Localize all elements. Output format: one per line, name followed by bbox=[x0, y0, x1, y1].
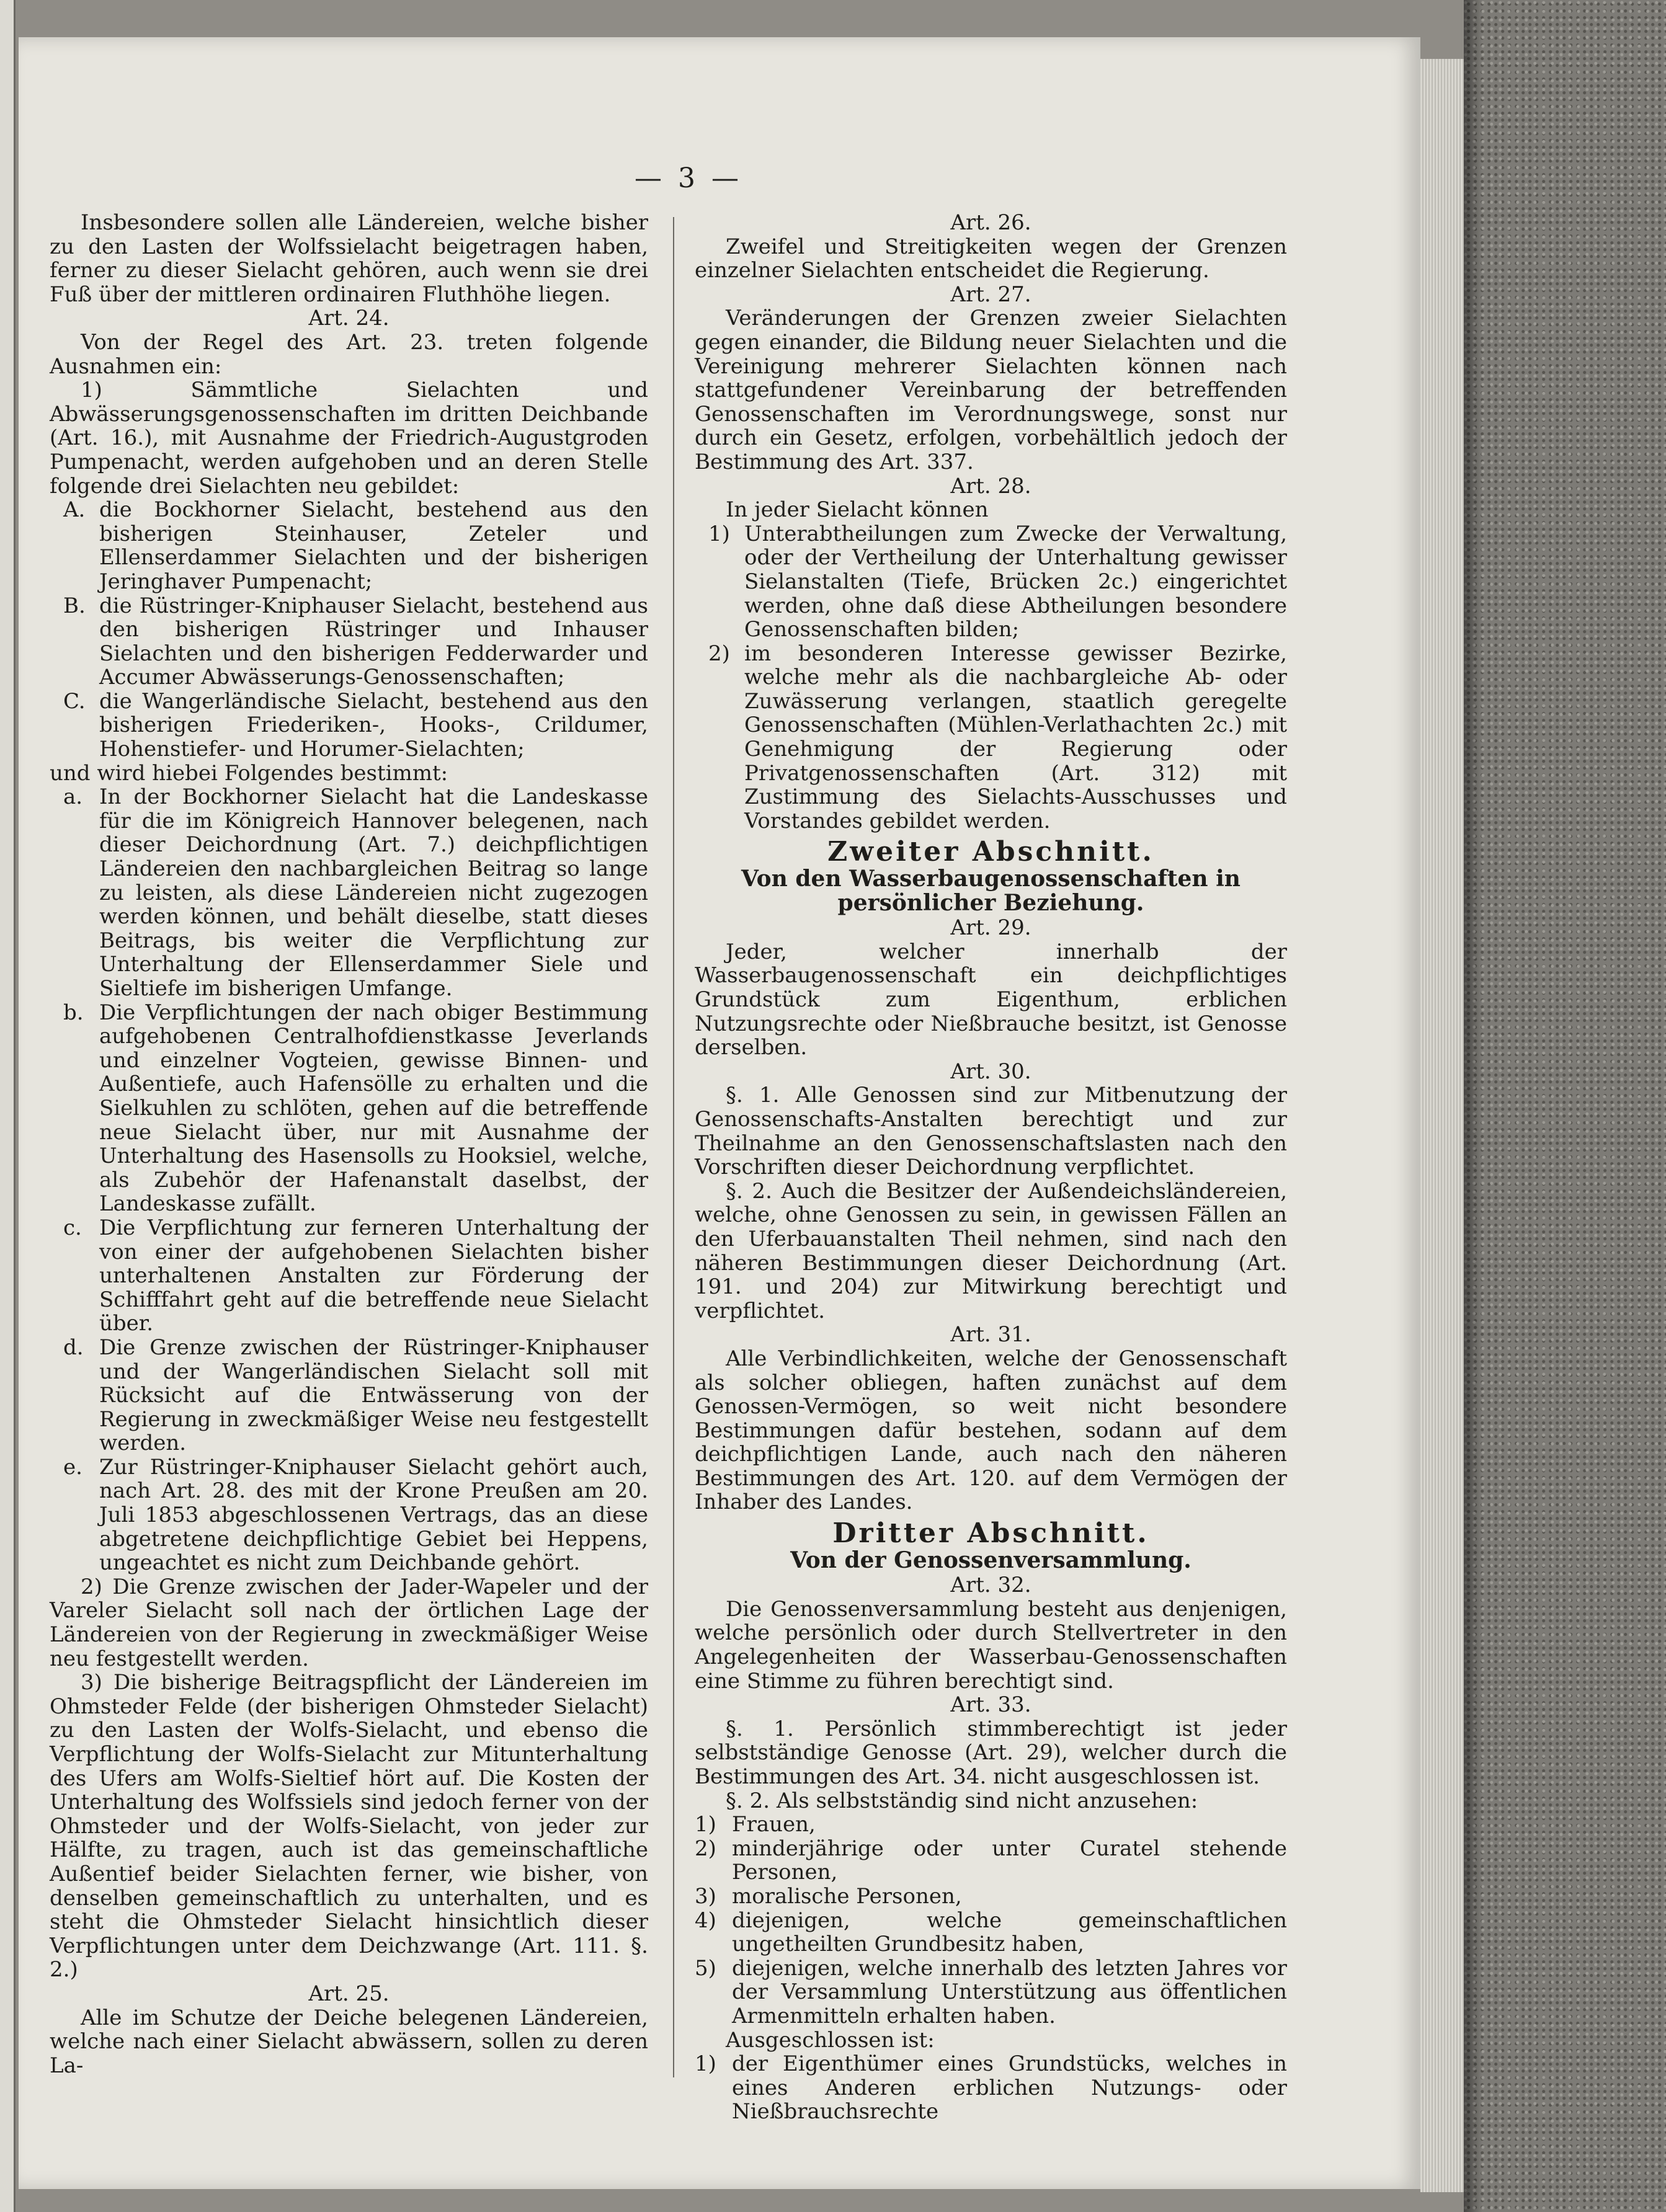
sublist-item bbox=[50, 1336, 648, 1455]
sublist-item bbox=[50, 1216, 648, 1336]
article-30-paragraph-2: §. 2. Auch die Besitzer der Außendeichsländereien, welche, ohne Genossen zu sein, in gewissen Fällen an den Uferbauanstalten Theil nehmen, sind nach den näheren Bestimmungen dieser Deichordnung (Art. 191. und 204) zur Mitwirkung berechtigt und verpflichtet. bbox=[695, 1178, 1287, 1323]
list-text: der Eigenthümer eines Grundstücks, welches in eines Anderen erblichen Nutzungs- oder Nießbrauchsrechte bbox=[732, 2051, 1287, 2125]
intro-paragraph: Insbesondere sollen alle Ländereien, welche bisher zu den Lasten der Wolfssielacht beigetragen haben, ferner zu dieser Sielacht gehören, auch wenn sie drei Fuß über der mittleren ordinairen Fluthhöhe liegen. bbox=[50, 210, 648, 307]
list-text: diejenigen, welche gemeinschaftlichen ungetheilten Grundbesitz haben, bbox=[732, 1908, 1287, 1957]
article-24-paragraph-2: 2) Die Grenze zwischen der Jader-Wapeler und der Vareler Sielacht soll nach der örtlichen Lage der Ländereien von der Regierung in zweckmäßiger Weise neu festgestellt werden. bbox=[50, 1574, 648, 1671]
list-text: im besonderen Interesse gewisser Bezirke, welche mehr als die nachbargleiche Ab- oder Zuwässerung verlangen, staatlich geregelte Genossenschaften (Mühlen-Verlathachten 2c.) mit Genehmigung der Regierung oder Privatgenossenschaften (Art. 312) mit Zustimmung des Sielachts-Ausschusses und Vorstandes gebildet werden. bbox=[744, 641, 1287, 833]
list-item bbox=[695, 1909, 1287, 1957]
list-text: Die Verpflichtung zur ferneren Unterhaltung der von einer der aufgehobenen Sielachten bisher unterhaltenen Anstalten zur Förderung der Schifffahrt geht auf die betreffende neue Sielacht über. bbox=[99, 1215, 648, 1336]
section-2-title: Zweiter Abschnitt. bbox=[827, 836, 1154, 868]
list-text: diejenigen, welche innerhalb des letzten Jahres vor der Versammlung Unterstützung aus öffentlichen Armenmitteln erhalten haben. bbox=[732, 1955, 1287, 2028]
article-24-paragraph-1: 1) Sämmtliche Sielachten und Abwässerungsgenossenschaften im dritten Deichbande (Art. 16.), mit Ausnahme der Friedrich-Augustgroden Pumpenacht, werden aufgehoben und an deren Stelle folgende drei Sielachten neu gebildet: bbox=[50, 378, 648, 499]
article-29-text: Jeder, welcher innerhalb der Wasserbaugenossenschaft ein deichpflichtiges Grundstück zum Eigenthum, erblichen Nutzungsrechte oder Nießbrauche besitzt, ist Genosse derselben. bbox=[695, 939, 1287, 1060]
article-24-bridge: und wird hiebei Folgendes bestimmt: bbox=[50, 760, 448, 786]
sublist-item bbox=[50, 785, 648, 1000]
article-33-paragraph-1: §. 1. Persönlich stimmberechtigt ist jeder selbstständige Genosse (Art. 29), welcher durch die Bestimmungen des Art. 34. nicht ausgeschlossen ist. bbox=[695, 1716, 1287, 1789]
list-marker: 2) bbox=[695, 1836, 716, 1861]
article-27-text: Veränderungen der Grenzen zweier Sielachten gegen einander, die Bildung neuer Sielachten und die Vereinigung mehrerer Sielachten können nach stattgefundener Vereinbarung der betreffenden Genossenschaften im Verordnungswege, sonst nur durch ein Gesetz, erfolgen, vorbehältlich jedoch der Bestimmung des Art. 337. bbox=[695, 306, 1287, 474]
list-item bbox=[695, 1885, 1287, 1909]
list-marker: B. bbox=[63, 593, 86, 618]
list-marker: 5) bbox=[695, 1955, 716, 1981]
article-32-text: Die Genossenversammlung besteht aus denjenigen, welche persönlich oder durch Stellvertreter in den Angelegenheiten der Wasserbau-Genossenschaften eine Stimme zu führen berechtigt sind. bbox=[695, 1596, 1287, 1694]
list-text: minderjährige oder unter Curatel stehende Personen, bbox=[732, 1836, 1287, 1885]
list-text: In der Bockhorner Sielacht hat die Landeskasse für die im Königreich Hannover belegenen, nach dieser Deichordnung (Art. 7.) deichpflichtigen Ländereien den nachbargleichen Beitrag so lange zu leisten, als diese Ländereien nicht zugezogen werden können, und behält dieselbe, statt dieses Beitrags, bis weiter die Verpflichtung zur Unterhaltung der Ellenserdammer Siele und Sieltiefe im bisherigen Umfange. bbox=[99, 784, 648, 1001]
article-24-sublist bbox=[50, 785, 648, 1575]
list-marker: c. bbox=[63, 1215, 82, 1240]
list-item bbox=[695, 2052, 1287, 2124]
list-marker: b. bbox=[63, 1000, 84, 1025]
article-26-heading: Art. 26. bbox=[950, 210, 1031, 235]
article-28-list bbox=[695, 522, 1287, 833]
list-item bbox=[695, 642, 1287, 833]
article-31-heading: Art. 31. bbox=[950, 1322, 1031, 1348]
article-27-heading: Art. 27. bbox=[950, 282, 1031, 307]
section-2-subtitle: Von den Wasserbaugenossenschaften in persönlicher Beziehung. bbox=[741, 866, 1241, 916]
article-33-list bbox=[695, 1813, 1287, 2028]
list-item bbox=[50, 690, 648, 762]
list-marker: 1) bbox=[695, 1812, 716, 1837]
article-33-paragraph-2: §. 2. Als selbstständig sind nicht anzusehen: bbox=[726, 1788, 1198, 1813]
section-3-subtitle: Von der Genossenversammlung. bbox=[790, 1547, 1192, 1573]
list-text: Unterabtheilungen zum Zwecke der Verwaltung, oder der Vertheilung der Unterhaltung gewisser Sielanstalten (Tiefe, Brücken 2c.) eingerichtet werden, ohne daß diese Abtheilungen besondere Genossenschaften bilden; bbox=[744, 521, 1287, 642]
list-item bbox=[50, 594, 648, 690]
list-text: Frauen, bbox=[732, 1812, 816, 1837]
list-item bbox=[695, 522, 1287, 642]
facing-page-edge bbox=[0, 0, 16, 2212]
cover-shadow bbox=[1464, 0, 1482, 2212]
article-30-paragraph-1: §. 1. Alle Genossen sind zur Mitbenutzung der Genossenschafts-Anstalten berechtigt und zur Theilnahme an den Genossenschaftslasten nach den Vorschriften dieser Deichordnung verpflichtet. bbox=[695, 1083, 1287, 1180]
list-text: die Bockhorner Sielacht, bestehend aus den bisherigen Steinhauser, Zeteler und Ellenserdammer Sielachten und der bisherigen Jeringhaver Pumpenacht; bbox=[99, 497, 648, 594]
column-divider bbox=[673, 217, 674, 2077]
list-marker: 1) bbox=[708, 521, 730, 546]
sublist-item bbox=[50, 1001, 648, 1216]
list-marker: C. bbox=[63, 688, 86, 714]
article-24-paragraph-3: 3) Die bisherige Beitragspflicht der Ländereien im Ohmsteder Felde (der bisherigen Ohmsteder Sielacht) zu den Lasten der Wolfs-Sielacht, und ebenso die Verpflichtung der Wolfs-Sielacht zur Mitunterhaltung des Ufers am Wolfs-Sieltief hört auf. Die Kosten der Unterhaltung des Wolfssiels sind jedoch ferner von der Ohmsteder und der Wolfs-Sielacht, von jeder zur Hälfte, zu tragen, auch ist das gemeinschaftliche Außentief beider Sielachten ferner, wie bisher, von denselben gemeinschaftlich zu unterhalten, und es steht die Ohmsteder Sielacht hinsichtlich dieser Verpflichtungen unter dem Deichzwange (Art. 111. §. 2.) bbox=[50, 1670, 648, 1983]
article-25-heading: Art. 25. bbox=[308, 1981, 390, 2006]
list-item bbox=[50, 498, 648, 593]
page-number: — 3 — bbox=[635, 162, 742, 194]
article-32-heading: Art. 32. bbox=[950, 1573, 1031, 1598]
article-24-text: Von der Regel des Art. 23. treten folgende Ausnahmen ein: bbox=[50, 329, 648, 379]
list-marker: 1) bbox=[695, 2051, 716, 2077]
article-30-heading: Art. 30. bbox=[950, 1059, 1031, 1084]
list-marker: 3) bbox=[695, 1883, 716, 1909]
article-28-text: In jeder Sielacht können bbox=[726, 497, 989, 523]
right-column bbox=[695, 211, 1287, 2124]
list-text: Zur Rüstringer-Kniphauser Sielacht gehört auch, nach Art. 28. des mit der Krone Preußen am 20. Juli 1853 abgeschlossenen Vertrags, das an diese abgetretene deichpflichtige Gebiet bei Heppens, ungeachtet es nicht zum Deichbande gehört. bbox=[99, 1454, 648, 1576]
marbled-cover bbox=[1464, 0, 1666, 2212]
list-marker: a. bbox=[63, 784, 83, 810]
list-text: moralische Personen, bbox=[732, 1883, 962, 1909]
list-text: die Rüstringer-Kniphauser Sielacht, bestehend aus den bisherigen Rüstringer und Inhauser Sielachten und den bisherigen Fedderwarder und Accumer Abwässerungs-Genossenschaften; bbox=[99, 593, 648, 690]
article-33-heading: Art. 33. bbox=[950, 1692, 1031, 1718]
list-item bbox=[695, 1813, 1287, 1837]
list-item bbox=[695, 1837, 1287, 1885]
article-26-text: Zweifel und Streitigkeiten wegen der Grenzen einzelner Sielachten entscheidet die Regierung. bbox=[695, 234, 1287, 283]
article-25-text: Alle im Schutze der Deiche belegenen Ländereien, welche nach einer Sielacht abwässern, sollen zu deren La- bbox=[50, 2005, 648, 2078]
article-33-excluded-list bbox=[695, 2052, 1287, 2124]
left-column bbox=[50, 211, 648, 2077]
article-24-heading: Art. 24. bbox=[308, 306, 390, 331]
list-marker: d. bbox=[63, 1335, 84, 1360]
sublist-item bbox=[50, 1455, 648, 1575]
article-29-heading: Art. 29. bbox=[950, 915, 1031, 941]
list-text: Die Grenze zwischen der Rüstringer-Kniphauser und der Wangerländischen Sielacht soll mit Rücksicht auf die Entwässerung von der Regierung in zweckmäßiger Weise neu festgestellt werden. bbox=[99, 1335, 648, 1456]
list-marker: 4) bbox=[695, 1908, 716, 1933]
list-marker: e. bbox=[63, 1454, 82, 1480]
list-text: die Wangerländische Sielacht, bestehend aus den bisherigen Friederiken-, Hooks-, Crildumer, Hohenstiefer- und Horumer-Sielachten; bbox=[99, 688, 648, 762]
article-31-text: Alle Verbindlichkeiten, welche der Genossenschaft als solcher obliegen, haften zunächst auf dem Genossen-Vermögen, so weit nicht besondere Bestimmungen dafür bestehen, sodann auf dem deichpflichtigen Lande, auch nach den näheren Bestimmungen des Art. 120. auf dem Vermögen der Inhaber des Landes. bbox=[695, 1346, 1287, 1515]
list-text: Die Verpflichtungen der nach obiger Bestimmung aufgehobenen Centralhofdienstkasse Jeverlands und einzelner Vogteien, gewisse Binnen- und Außentiefe, auch Hafensölle zu erhalten und die Sielkuhlen zu schlöten, gehen auf die betreffende neue Sielacht über, nur mit Ausnahme der Unterhaltung des Hasensolls zu Hooksiel, welche, als Zubehör der Hafenanstalt daselbst, der Landeskasse zufällt. bbox=[99, 1000, 648, 1217]
article-24-list bbox=[50, 498, 648, 762]
list-marker: 2) bbox=[708, 641, 730, 666]
article-33-excluded-label: Ausgeschlossen ist: bbox=[726, 2027, 935, 2053]
article-28-heading: Art. 28. bbox=[950, 473, 1031, 499]
list-marker: A. bbox=[63, 497, 86, 523]
page-stack-edge bbox=[1420, 59, 1464, 2192]
section-3-title: Dritter Abschnitt. bbox=[832, 1517, 1149, 1550]
list-item bbox=[695, 1957, 1287, 2028]
